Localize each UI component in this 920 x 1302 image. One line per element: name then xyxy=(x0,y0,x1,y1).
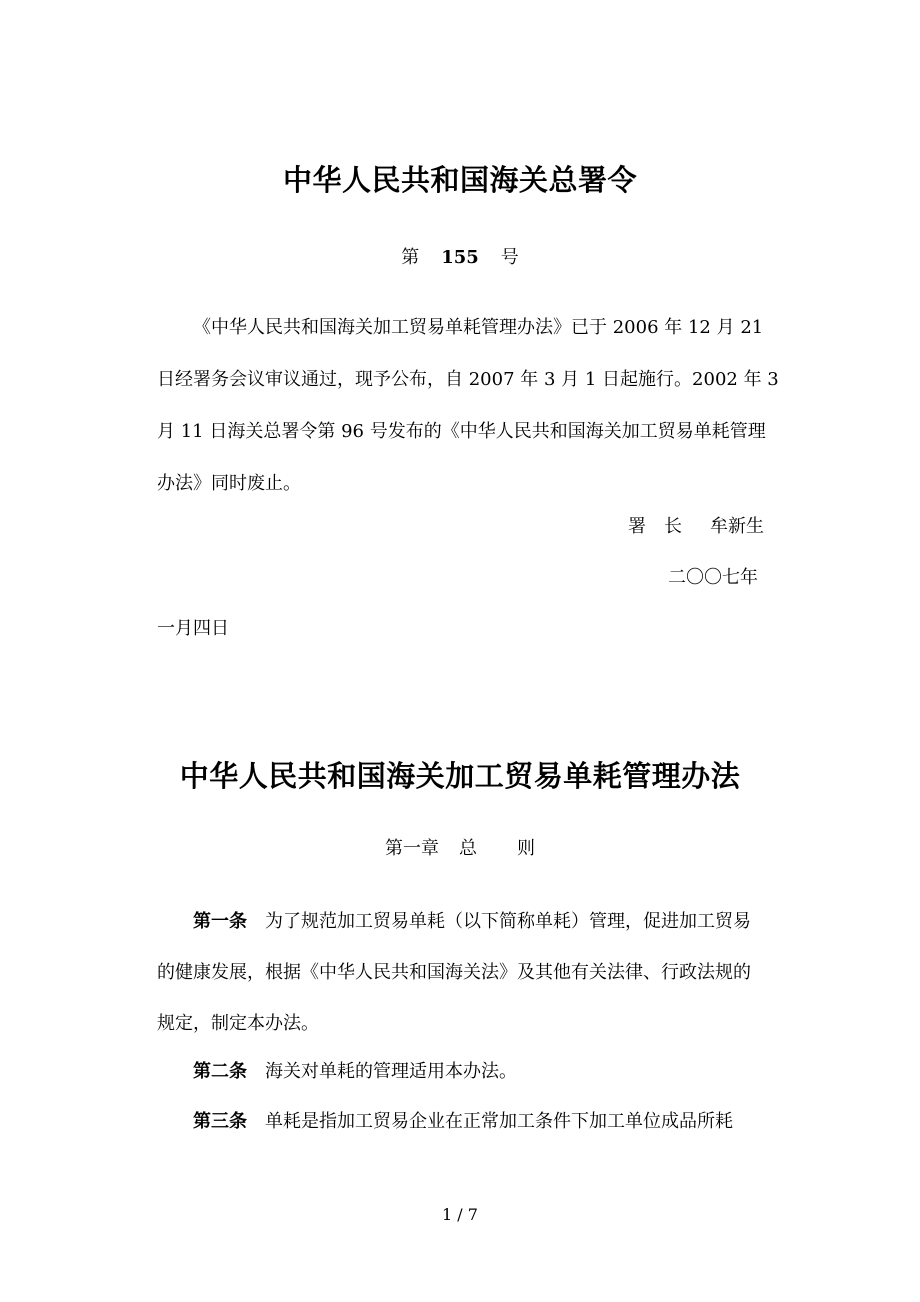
article-label: 第三条 xyxy=(193,1111,247,1132)
article-label: 第一条 xyxy=(193,911,247,932)
order-number: 155 xyxy=(441,247,479,268)
order-suffix: 号 xyxy=(500,247,519,268)
article-3-line-1 xyxy=(157,1107,733,1133)
page-indicator: 1 / 7 xyxy=(442,1205,478,1224)
article-1-line-1 xyxy=(157,907,751,933)
regulation-title: 中华人民共和国海关加工贸易单耗管理办法 xyxy=(179,759,741,793)
signature-title-1: 署 xyxy=(628,516,646,537)
decree-paragraph-line: 《中华人民共和国海关加工贸易单耗管理办法》已于 2006 年 12 月 21 xyxy=(193,317,764,338)
decree-paragraph-line: 日经署务会议审议通过，现予公布，自 2007 年 3 月 1 日起施行。2002 年 3 xyxy=(157,369,779,390)
signatory-name: 牟新生 xyxy=(710,516,764,537)
article-1-line-3: 规定，制定本办法。 xyxy=(157,1013,319,1034)
order-number-line xyxy=(0,243,920,269)
article-2-line-1 xyxy=(157,1057,517,1083)
article-text: 单耗是指加工贸易企业在正常加工条件下加工单位成品所耗 xyxy=(265,1111,733,1132)
decree-paragraph-line: 办法》同时废止。 xyxy=(157,473,301,494)
decree-paragraph xyxy=(157,302,779,510)
chapter-name-1: 总 xyxy=(459,838,477,859)
article-text: 海关对单耗的管理适用本办法。 xyxy=(265,1061,517,1082)
article-text: 为了规范加工贸易单耗（以下简称单耗）管理，促进加工贸易 xyxy=(265,911,751,932)
article-label: 第二条 xyxy=(193,1061,247,1082)
decree-title: 中华人民共和国海关总署令 xyxy=(282,163,637,197)
article-1-line-2: 的健康发展，根据《中华人民共和国海关法》及其他有关法律、行政法规的 xyxy=(157,962,751,983)
chapter-heading xyxy=(0,834,920,860)
decree-date-part2: 一月四日 xyxy=(157,618,229,639)
order-prefix: 第 xyxy=(401,247,420,268)
chapter-label: 第一章 xyxy=(385,838,439,859)
decree-paragraph-line: 月 11 日海关总署令第 96 号发布的《中华人民共和国海关加工贸易单耗管理 xyxy=(157,421,766,442)
signature-line xyxy=(628,512,764,538)
chapter-name-2: 则 xyxy=(517,838,535,859)
decree-date-part1: 二〇〇七年 xyxy=(668,567,758,588)
signature-title-2: 长 xyxy=(664,516,682,537)
